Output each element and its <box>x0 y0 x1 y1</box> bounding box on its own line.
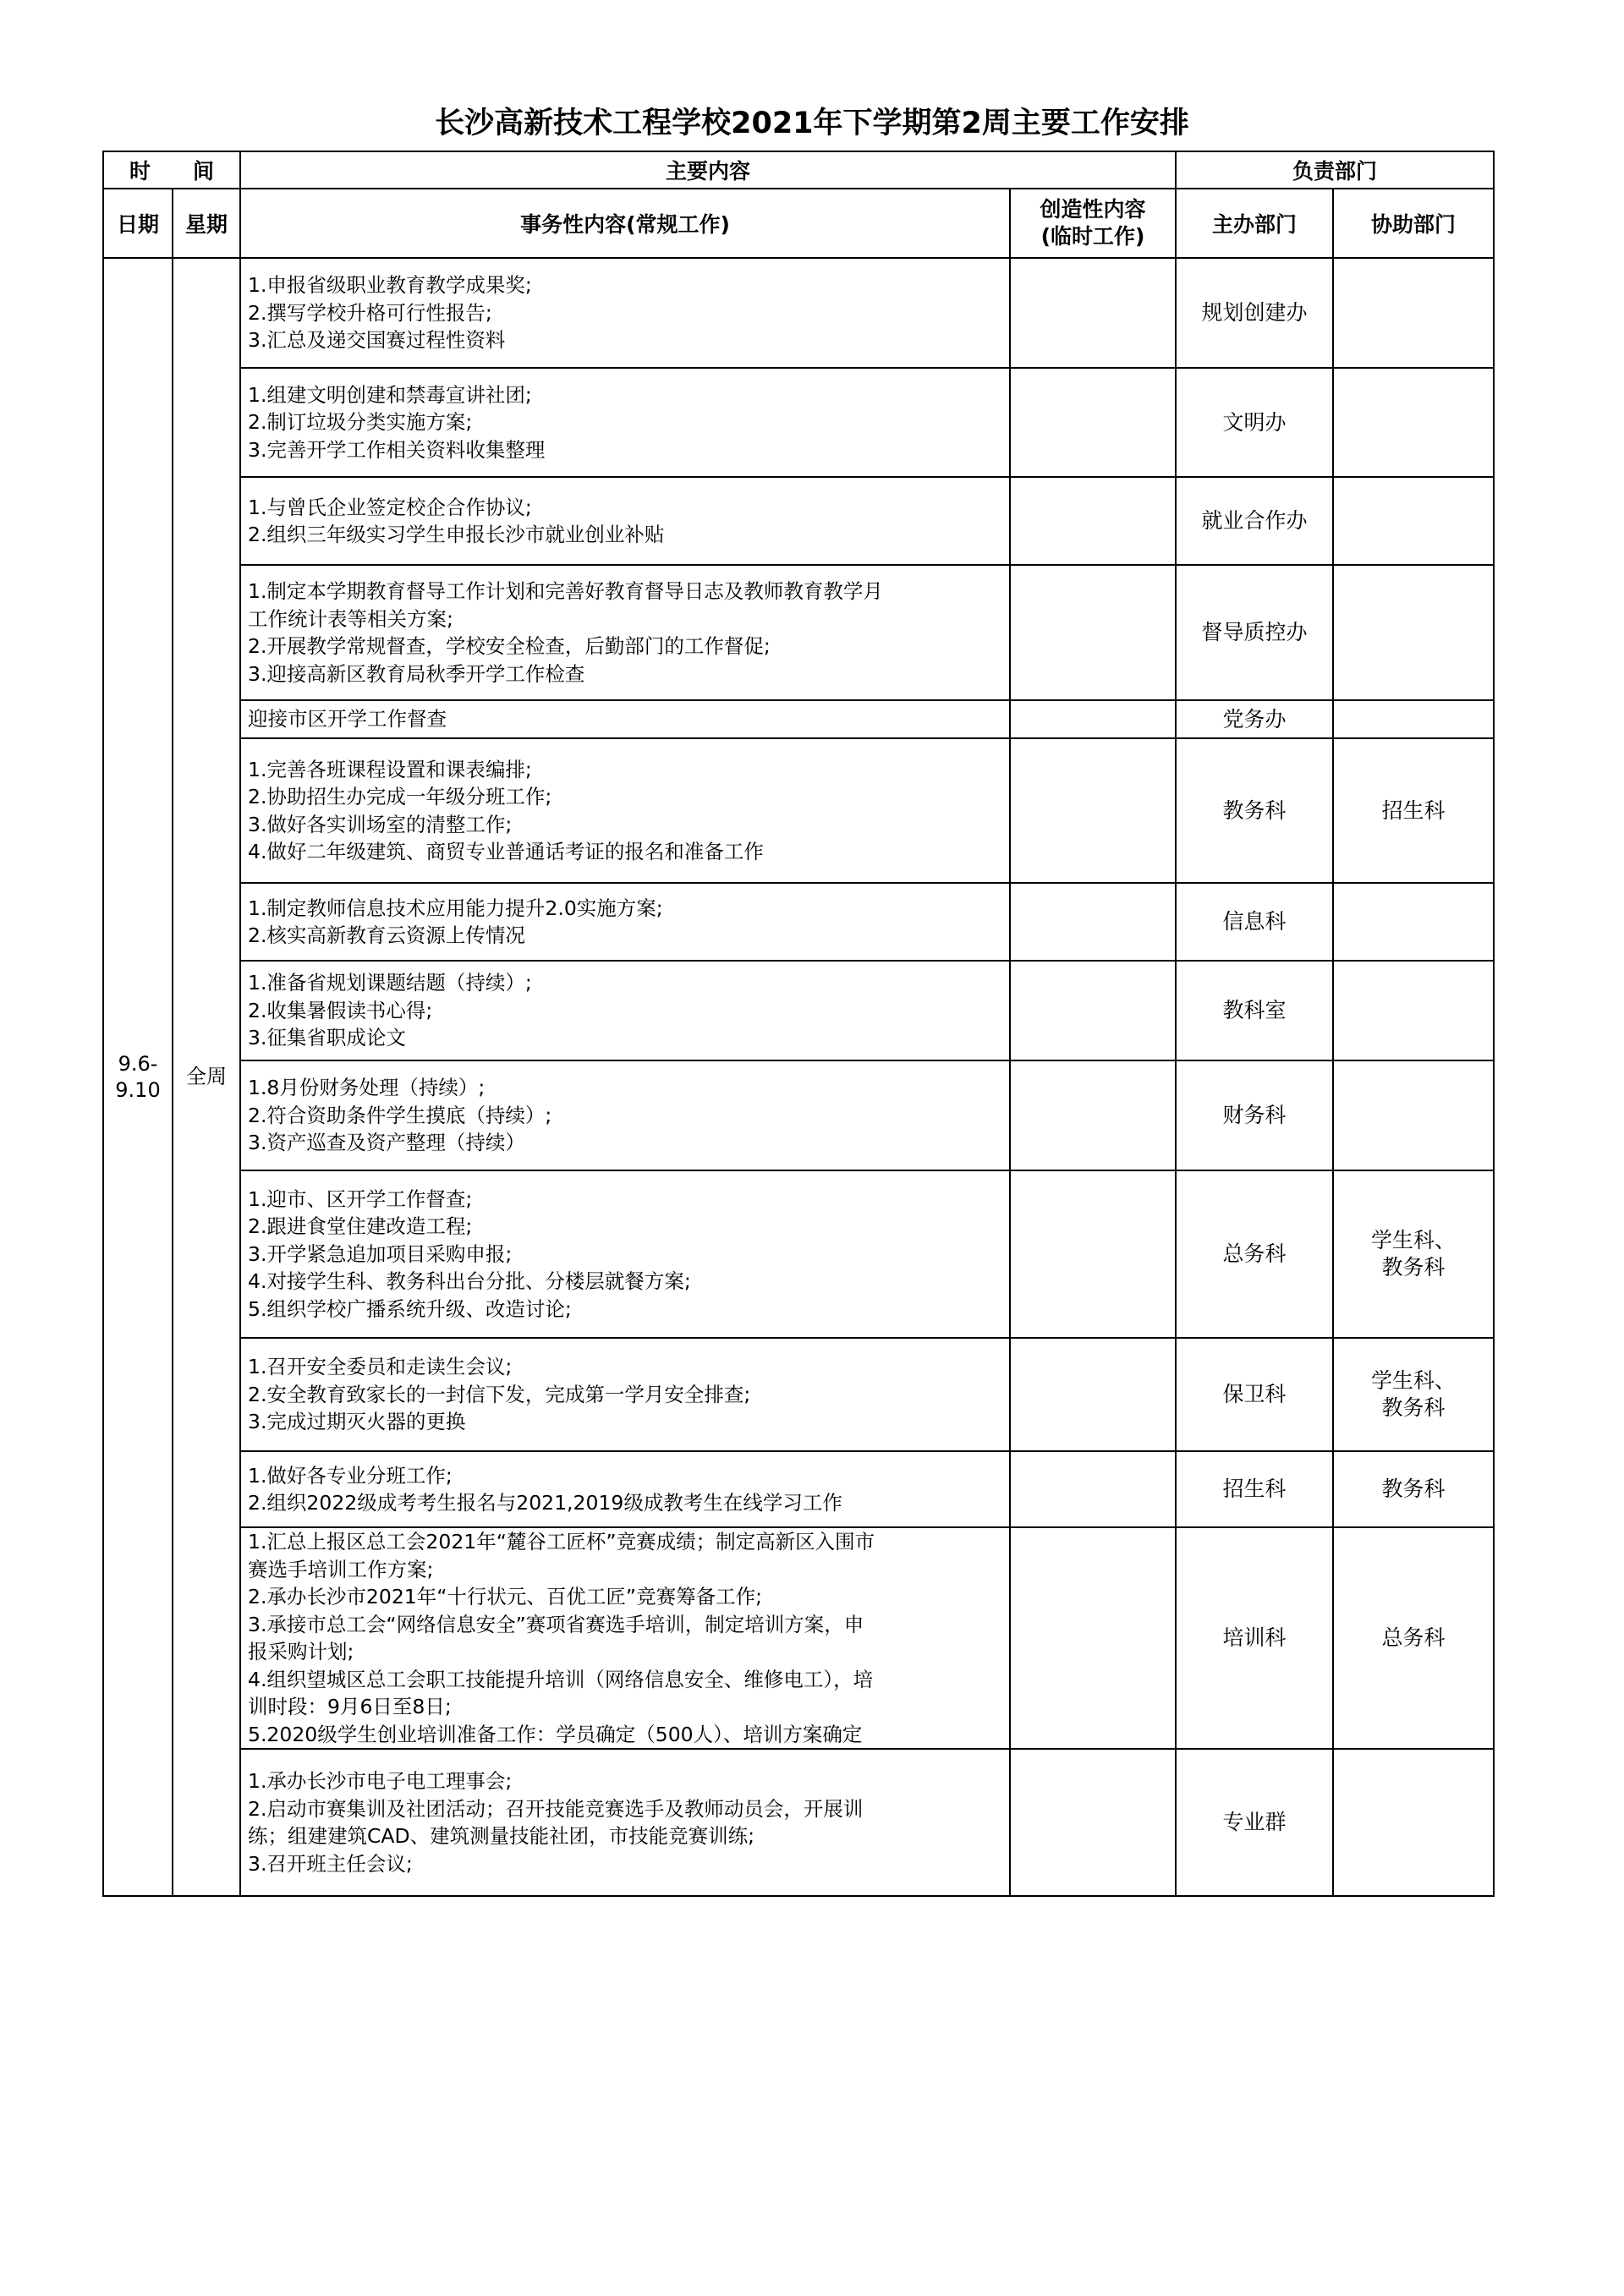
creative-content-cell <box>1010 1527 1176 1749</box>
content-line: 2.制订垃圾分类实施方案; <box>248 410 473 435</box>
table-row <box>103 1060 1494 1170</box>
assist-department-line: 教务科 <box>1381 1477 1446 1501</box>
creative-content-cell <box>1010 700 1176 738</box>
routine-content-cell <box>240 1060 1010 1170</box>
assist-department-cell <box>1333 1338 1494 1451</box>
content-line: 5.组织学校广播系统升级、改造讨论; <box>248 1296 572 1321</box>
assist-department-line: 学生科、 <box>1371 1228 1457 1252</box>
host-department-cell: 招生科 <box>1176 1451 1333 1527</box>
content-line: 1.召开安全委员和走读生会议; <box>248 1355 513 1379</box>
table-row <box>103 565 1494 700</box>
assist-department-cell <box>1333 368 1494 477</box>
table-row <box>103 738 1494 883</box>
routine-content-cell <box>240 258 1010 368</box>
routine-content-cell <box>240 477 1010 565</box>
content-line: 2.安全教育致家长的一封信下发，完成第一学月安全排查; <box>248 1382 751 1406</box>
table-row <box>103 1749 1494 1896</box>
assist-department-cell <box>1333 1527 1494 1749</box>
content-line: 2.承办长沙市2021年“十行状元、百优工匠”竞赛筹备工作; <box>248 1585 763 1608</box>
content-line: 3.召开班主任会议; <box>248 1851 413 1876</box>
content-line: 3.完成过期灭火器的更换 <box>248 1410 466 1434</box>
host-department-cell: 专业群 <box>1176 1749 1333 1896</box>
creative-content-cell <box>1010 1451 1176 1527</box>
content-line: 赛选手培训工作方案; <box>248 1557 434 1581</box>
content-line: 报采购计划; <box>248 1640 354 1663</box>
table-row <box>103 1338 1494 1451</box>
creative-content-cell <box>1010 883 1176 961</box>
weekday-cell: 全周 <box>173 258 240 1896</box>
assist-department-cell <box>1333 1749 1494 1896</box>
header-routine: 事务性内容(常规工作) <box>240 189 1010 258</box>
date-line: 9.10 <box>115 1077 161 1102</box>
content-line: 3.开学紧急追加项目采购申报; <box>248 1241 513 1266</box>
creative-content-cell <box>1010 1170 1176 1338</box>
routine-content-cell <box>240 565 1010 700</box>
creative-content-cell <box>1010 477 1176 565</box>
content-line: 2.协助招生办完成一年级分班工作; <box>248 785 552 808</box>
content-line: 3.完善开学工作相关资料收集整理 <box>248 437 546 462</box>
header-creative-line1: 创造性内容 <box>1040 197 1146 222</box>
table-row <box>103 258 1494 368</box>
host-department-cell: 教科室 <box>1176 961 1333 1060</box>
routine-content-cell <box>240 1527 1010 1749</box>
creative-content-cell <box>1010 1338 1176 1451</box>
schedule-table <box>102 151 1495 1897</box>
routine-content-cell <box>240 738 1010 883</box>
routine-content-cell <box>240 1338 1010 1451</box>
content-line: 2.核实高新教育云资源上传情况 <box>248 923 525 947</box>
routine-content-cell <box>240 700 1010 738</box>
assist-department-cell <box>1333 1451 1494 1527</box>
creative-content-cell <box>1010 565 1176 700</box>
assist-department-line: 教务科 <box>1381 1395 1446 1420</box>
host-department-cell: 督导质控办 <box>1176 565 1333 700</box>
assist-department-cell <box>1333 883 1494 961</box>
content-line: 2.组织2022级成考考生报名与2021,2019级成教考生在线学习工作 <box>248 1491 842 1515</box>
table-row <box>103 883 1494 961</box>
content-line: 4.组织望城区总工会职工技能提升培训（网络信息安全、维修电工），培 <box>248 1667 874 1691</box>
header-host: 主办部门 <box>1176 189 1333 258</box>
content-line: 2.跟进食堂住建改造工程; <box>248 1214 473 1239</box>
assist-department-line: 招生科 <box>1381 797 1446 823</box>
creative-content-cell <box>1010 738 1176 883</box>
content-line: 1.制定教师信息技术应用能力提升2.0实施方案; <box>248 896 663 920</box>
assist-department-line: 总务科 <box>1381 1625 1446 1650</box>
content-line: 4.对接学生科、教务科出台分批、分楼层就餐方案; <box>248 1269 691 1294</box>
header-assist: 协助部门 <box>1333 189 1494 258</box>
content-line: 迎接市区开学工作督查 <box>248 707 447 732</box>
host-department-cell: 信息科 <box>1176 883 1333 961</box>
content-line: 2.收集暑假读书心得; <box>248 998 433 1022</box>
content-line: 3.征集省职成论文 <box>248 1026 406 1050</box>
header-creative-line2: (临时工作) <box>1040 224 1145 249</box>
header-weekday: 星期 <box>173 189 240 258</box>
content-line: 2.组织三年级实习学生申报长沙市就业创业补贴 <box>248 523 665 546</box>
creative-content-cell <box>1010 258 1176 368</box>
content-line: 1.迎市、区开学工作督查; <box>248 1186 473 1211</box>
creative-content-cell <box>1010 1749 1176 1896</box>
content-line: 1.申报省级职业教育教学成果奖; <box>248 273 532 298</box>
creative-content-cell <box>1010 961 1176 1060</box>
host-department-cell: 规划创建办 <box>1176 258 1333 368</box>
content-line: 1.做好各专业分班工作; <box>248 1463 453 1488</box>
content-line: 2.撰写学校升格可行性报告; <box>248 300 492 325</box>
content-line: 1.与曾氏企业签定校企合作协议; <box>248 495 532 519</box>
routine-content-cell <box>240 368 1010 477</box>
routine-content-cell <box>240 1170 1010 1338</box>
content-line: 3.承接市总工会“网络信息安全”赛项省赛选手培训，制定培训方案，申 <box>248 1612 864 1636</box>
host-department-cell: 保卫科 <box>1176 1338 1333 1451</box>
host-department-cell: 培训科 <box>1176 1527 1333 1749</box>
assist-department-cell <box>1333 565 1494 700</box>
content-line: 3.迎接高新区教育局秋季开学工作检查 <box>248 661 585 686</box>
host-department-cell: 财务科 <box>1176 1060 1333 1170</box>
content-line: 工作统计表等相关方案; <box>248 606 453 631</box>
creative-content-cell <box>1010 368 1176 477</box>
creative-content-cell <box>1010 1060 1176 1170</box>
content-line: 1.组建文明创建和禁毒宣讲社团; <box>248 382 532 407</box>
header-time: 时 间 <box>103 151 240 189</box>
content-line: 5.2020级学生创业培训准备工作：学员确定（500人）、培训方案确定 <box>248 1722 863 1746</box>
table-row <box>103 700 1494 738</box>
content-line: 2.符合资助条件学生摸底（持续）; <box>248 1103 552 1127</box>
host-department-cell: 教务科 <box>1176 738 1333 883</box>
table-row <box>103 477 1494 565</box>
routine-content-cell <box>240 961 1010 1060</box>
date-line: 9.6- <box>118 1051 158 1076</box>
content-line: 2.开展教学常规督查，学校安全检查，后勤部门的工作督促; <box>248 634 771 658</box>
assist-department-cell <box>1333 477 1494 565</box>
page-title: 长沙高新技术工程学校2021年下学期第2周主要工作安排 <box>435 107 1189 140</box>
table-row <box>103 1170 1494 1338</box>
header-row-1 <box>103 151 1494 189</box>
routine-content-cell <box>240 1749 1010 1896</box>
header-creative <box>1010 189 1176 258</box>
host-department-cell: 党务办 <box>1176 700 1333 738</box>
content-line: 1.制定本学期教育督导工作计划和完善好教育督导日志及教师教育教学月 <box>248 579 883 603</box>
content-line: 3.资产巡查及资产整理（持续） <box>248 1131 525 1155</box>
content-line: 训时段：9月6日至8日; <box>248 1695 452 1718</box>
content-line: 1.完善各班课程设置和课表编排; <box>248 757 532 781</box>
table-row <box>103 1527 1494 1749</box>
host-department-cell: 总务科 <box>1176 1170 1333 1338</box>
assist-department-cell <box>1333 738 1494 883</box>
assist-department-cell <box>1333 1170 1494 1338</box>
assist-department-cell <box>1333 1060 1494 1170</box>
content-line: 1.8月份财务处理（持续）; <box>248 1076 486 1100</box>
content-line: 1.承办长沙市电子电工理事会; <box>248 1769 513 1793</box>
assist-department-cell <box>1333 258 1494 368</box>
assist-department-line: 学生科、 <box>1371 1368 1457 1393</box>
routine-content-cell <box>240 1451 1010 1527</box>
content-line: 1.汇总上报区总工会2021年“麓谷工匠杯”竞赛成绩；制定高新区入围市 <box>248 1530 875 1553</box>
table-row <box>103 1451 1494 1527</box>
table-row <box>103 368 1494 477</box>
table-row <box>103 961 1494 1060</box>
routine-content-cell <box>240 883 1010 961</box>
content-line: 3.汇总及递交国赛过程性资料 <box>248 328 506 353</box>
content-line: 3.做好各实训场室的清整工作; <box>248 812 513 836</box>
header-main-content: 主要内容 <box>240 151 1176 189</box>
assist-department-cell <box>1333 961 1494 1060</box>
content-line: 练；组建建筑CAD、建筑测量技能社团，市技能竞赛训练; <box>248 1824 755 1848</box>
content-line: 2.启动市赛集训及社团活动；召开技能竞赛选手及教师动员会，开展训 <box>248 1796 864 1821</box>
header-responsible: 负责部门 <box>1176 151 1494 189</box>
host-department-cell: 文明办 <box>1176 368 1333 477</box>
header-date: 日期 <box>103 189 173 258</box>
header-row-2 <box>103 189 1494 258</box>
assist-department-line: 教务科 <box>1381 1255 1446 1280</box>
date-cell <box>103 258 173 1896</box>
host-department-cell: 就业合作办 <box>1176 477 1333 565</box>
content-line: 1.准备省规划课题结题（持续）; <box>248 971 532 995</box>
content-line: 4.做好二年级建筑、商贸专业普通话考证的报名和准备工作 <box>248 840 764 863</box>
assist-department-cell <box>1333 700 1494 738</box>
